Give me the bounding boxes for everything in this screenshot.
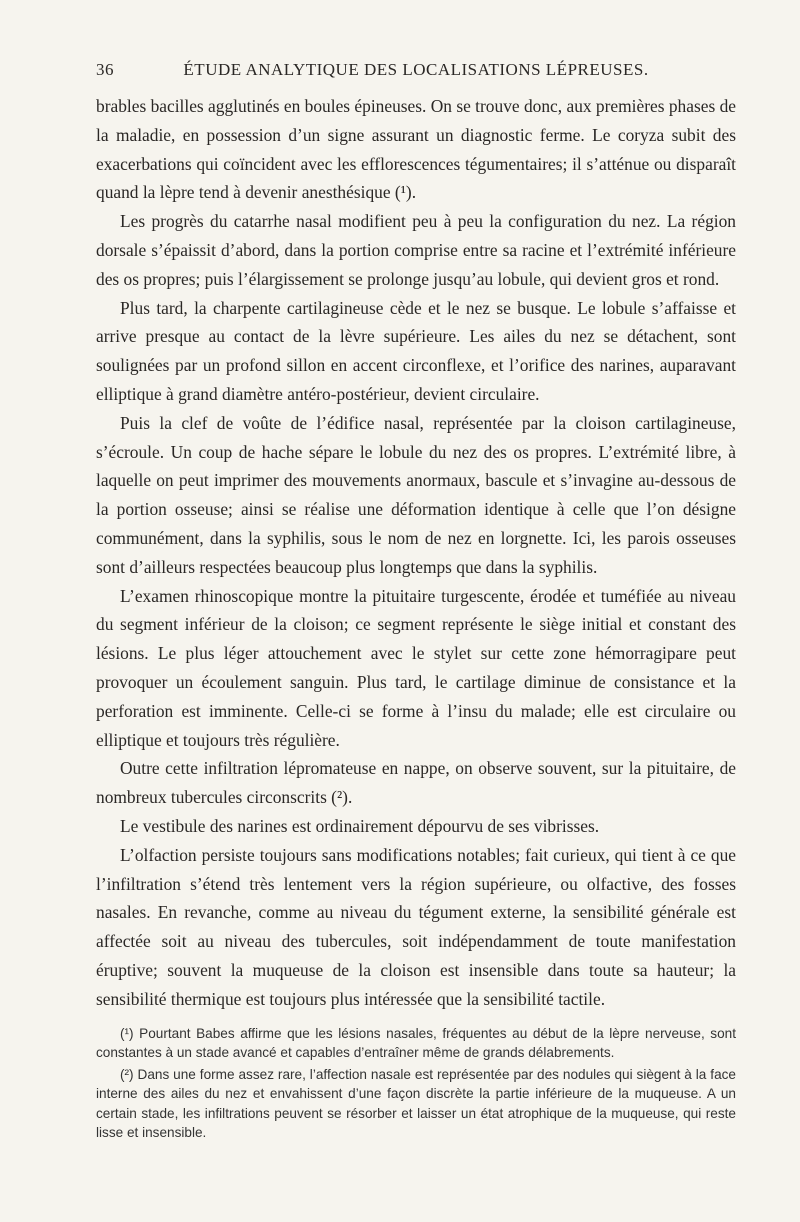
footnote: (²) Dans une forme assez rare, l’affection nasale est représentée par des nodules qui siègent à la face interne des ailes du nez et envahissent d’une façon discrète la partie inférieure de la muqueuse. A un certain stade, les infiltrations peuvent se résorber et laisser un état atrophique de la muqueuse, qui reste lisse et insensible. [96,1066,736,1141]
paragraph: Plus tard, la charpente cartilagineuse cède et le nez se busque. Le lobule s’affaisse et arrive presque au contact de la lèvre supérieure. Les ailes du nez se détachent, sont soulignées par un profond sillon en accent circonflexe, et l’orifice des narines, auparavant elliptique à grand diamètre antéro-postérieur, devient circulaire. [96,297,736,404]
paragraph: brables bacilles agglutinés en boules épineuses. On se trouve donc, aux premières phases de la maladie, en possession d’un signe assurant un diagnostic ferme. Le coryza subit des exacerbations qui coïncident avec les efflorescences tégumentaires; il s’atténue ou disparaît quand la lèpre tend à devenir anesthésique (¹). [96,96,736,203]
paragraph: L’olfaction persiste toujours sans modifications notables; fait curieux, qui tient à ce que l’infiltration s’étend très lentement vers la région supérieure, ou olfactive, des fosses nasales. En revanche, comme au niveau du tégument externe, la sensibilité générale est affectée soit au niveau des tubercules, soit indépendamment de toute manifestation éruptive; souvent la muqueuse de la cloison est insensible dans toute sa hauteur; la sensibilité thermique est toujours plus intéressée que la sensibilité tactile. [96,844,736,1009]
paragraph: Le vestibule des narines est ordinairement dépourvu de ses vibrisses. [120,815,600,836]
paragraph: Outre cette infiltration lépromateuse en nappe, on observe souvent, sur la pituitaire, de nombreux tubercules circonscrits (²). [96,758,736,808]
running-header [96,52,736,92]
paragraph: Les progrès du catarrhe nasal modifient peu à peu la configuration du nez. La région dorsale s’épaissit d’abord, dans la portion comprise entre sa racine et l’extrémité inférieure des os propres; puis l’élargissement se prolonge jusqu’au lobule, qui devient gros et rond. [96,211,736,289]
paragraph: Puis la clef de voûte de l’édifice nasal, représentée par la cloison cartilagineuse, s’écroule. Un coup de hache sépare le lobule du nez des os propres. L’extrémité libre, à laquelle on peut imprimer des mouvements anormaux, bascule et s’invagine au-dessous de la portion osseuse; ainsi se réalise une déformation identique à celle que l’on désigne communément, dans la syphilis, sous le nom de nez en lorgnette. Ici, les parois osseuses sont d’ailleurs respectées beaucoup plus longtemps que dans la syphilis. [96,412,736,577]
footnote: (¹) Pourtant Babes affirme que les lésions nasales, fréquentes au début de la lèpre nerveuse, sont constantes à un stade avancé et capables d’entraîner même de grands délabrements. [96,1025,736,1061]
page-number: 36 [96,60,114,79]
running-title: ÉTUDE ANALYTIQUE DES LOCALISATIONS LÉPREUSES. [183,60,649,79]
paragraph: L’examen rhinoscopique montre la pituitaire turgescente, érodée et tuméfiée au niveau du segment inférieur de la cloison; ce segment représente le siège initial et constant des lésions. Le plus léger attouchement avec le stylet sur cette zone hémorragipare peut provoquer un écoulement sanguin. Plus tard, le cartilage diminue de consistance et la perforation est imminente. Celle-ci se forme à l’insu du malade; elle est circulaire ou elliptique et toujours très régulière. [96,585,736,750]
main-text [96,92,736,1014]
footnotes [96,1024,736,1144]
